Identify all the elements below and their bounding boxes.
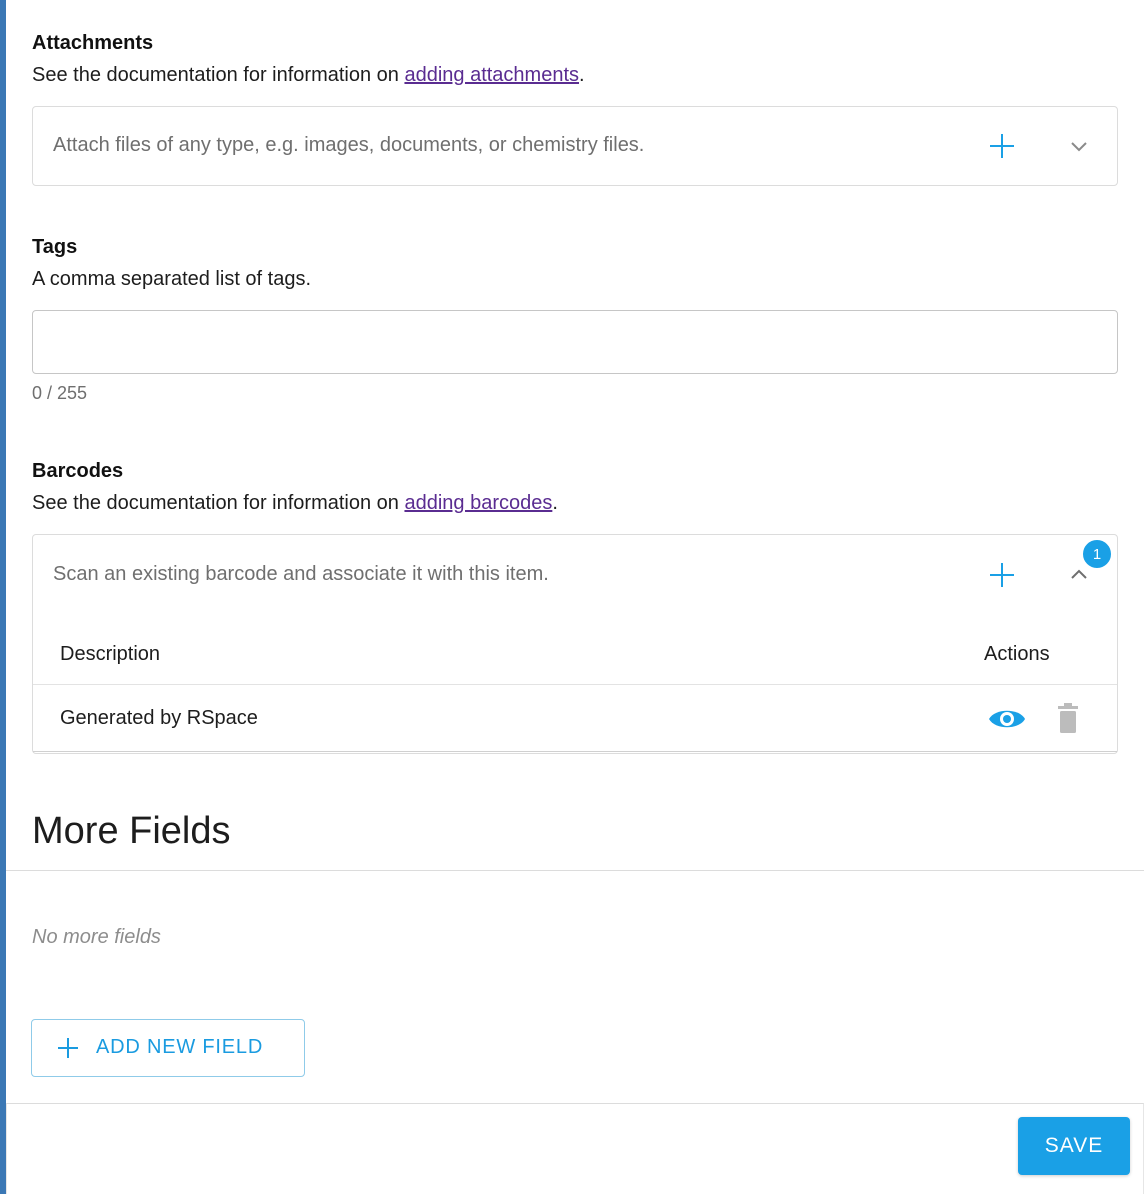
attachments-help-prefix: See the documentation for information on (32, 64, 405, 86)
column-header-description: Description (60, 643, 161, 665)
more-fields-divider (6, 870, 1144, 871)
barcodes-panel (32, 534, 1118, 754)
barcode-count-badge: 1 (1081, 538, 1113, 570)
add-attachment-button[interactable] (987, 131, 1017, 161)
barcodes-title: Barcodes (32, 460, 124, 482)
chevron-down-icon[interactable] (1067, 134, 1091, 158)
form-footer (6, 1103, 1144, 1194)
add-new-field-button[interactable] (31, 1019, 305, 1077)
add-new-field-label: ADD NEW FIELD (96, 1036, 264, 1058)
tags-title: Tags (32, 236, 78, 258)
barcodes-help (32, 492, 558, 515)
no-more-fields-text: No more fields (32, 926, 161, 948)
barcode-description: Generated by RSpace (60, 707, 258, 729)
adding-barcodes-link[interactable]: adding barcodes (404, 492, 553, 514)
adding-attachments-link[interactable]: adding attachments (404, 64, 580, 86)
save-button[interactable]: SAVE (1018, 1117, 1130, 1175)
plus-icon (58, 1038, 78, 1058)
trash-icon[interactable] (1056, 703, 1080, 733)
more-fields-title: More Fields (32, 810, 231, 852)
barcodes-help-suffix: . (552, 492, 558, 514)
left-accent-strip (0, 0, 6, 1194)
attachments-title: Attachments (32, 32, 154, 54)
eye-icon[interactable] (988, 705, 1026, 733)
attachments-help-suffix: . (579, 64, 585, 86)
tags-input[interactable] (32, 310, 1118, 374)
barcodes-help-prefix: See the documentation for information on (32, 492, 405, 514)
tags-character-counter: 0 / 255 (32, 383, 88, 403)
add-barcode-button[interactable] (987, 560, 1017, 590)
barcodes-hint: Scan an existing barcode and associate it with this item. (53, 563, 549, 585)
tags-help: A comma separated list of tags. (32, 268, 312, 290)
table-bottom-divider (33, 751, 1117, 752)
table-header-divider (33, 684, 1117, 685)
column-header-actions: Actions (984, 643, 1050, 665)
attachments-hint: Attach files of any type, e.g. images, documents, or chemistry files. (53, 134, 645, 156)
attachments-panel (32, 106, 1118, 186)
attachments-help (32, 64, 585, 87)
